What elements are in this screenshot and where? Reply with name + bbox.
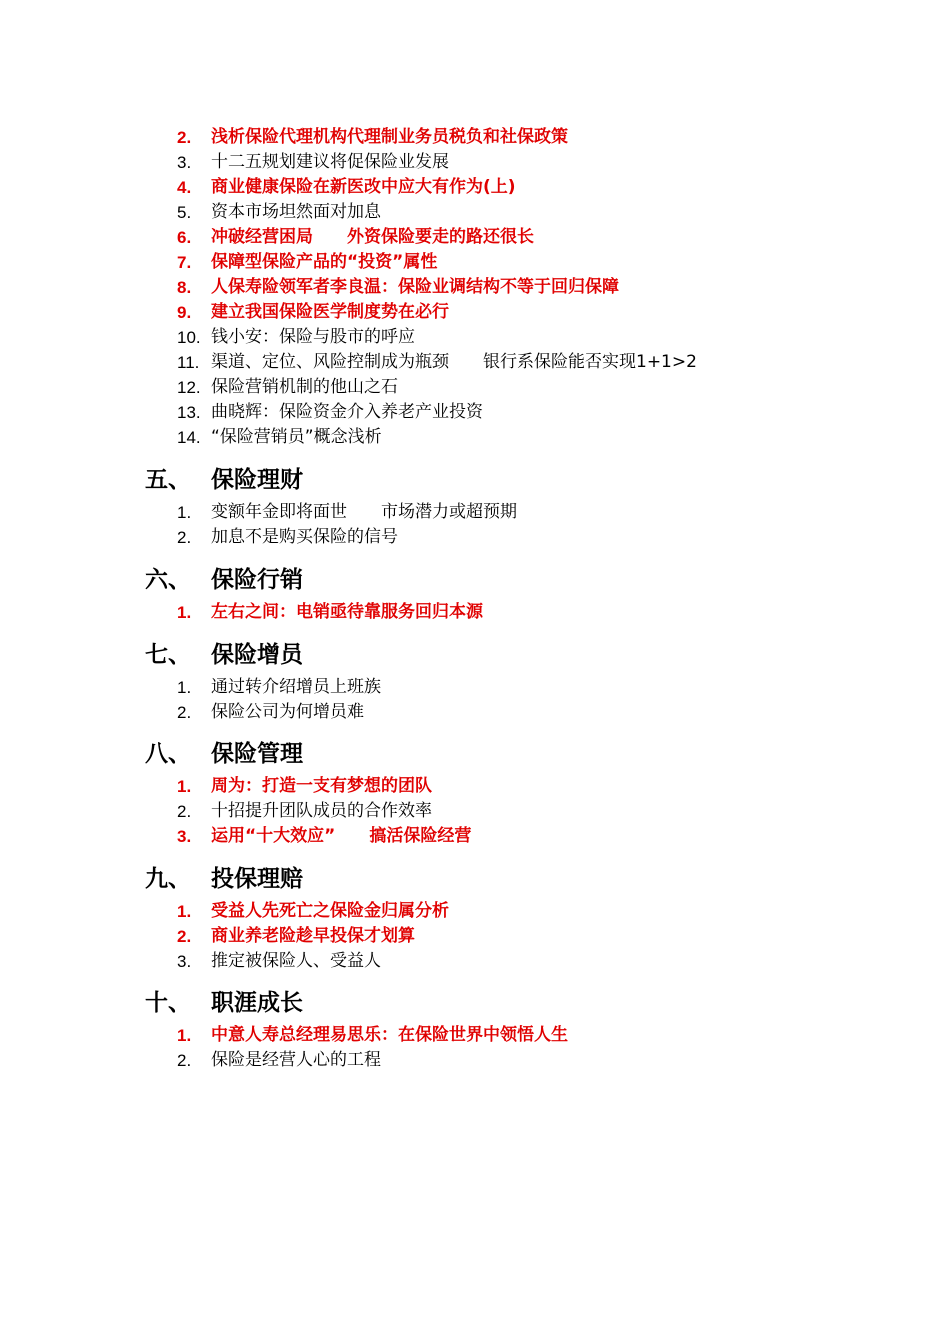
item-title: 人保寿险领军者李良温：保险业调结构不等于回归保障 [211, 277, 619, 297]
item-title: 十招提升团队成员的合作效率 [211, 801, 432, 821]
item-title: 资本市场坦然面对加息 [211, 202, 381, 222]
section-title: 保险行销 [211, 567, 303, 593]
item-number: 3. [177, 827, 192, 846]
item-number: 9. [177, 303, 192, 322]
item-number: 2. [177, 802, 192, 821]
section-title: 保险理财 [211, 467, 303, 493]
item-number: 2. [177, 927, 192, 946]
section-title: 保险管理 [211, 741, 303, 767]
item-title: 保障型保险产品的“投资”属性 [211, 252, 438, 272]
item-number: 2. [177, 528, 192, 547]
section-block [0, 859, 950, 974]
list-item [0, 949, 950, 974]
item-title: “保险营销员”概念浅析 [211, 427, 382, 447]
section-block [0, 460, 950, 550]
section-title: 职涯成长 [211, 990, 303, 1016]
section-heading [0, 983, 950, 1023]
list-item [0, 700, 950, 725]
item-number: 14. [177, 428, 201, 447]
list-item [0, 400, 950, 425]
list-item [0, 899, 950, 924]
item-title: 变额年金即将面世 市场潜力或超预期 [211, 502, 517, 522]
item-number: 7. [177, 253, 192, 272]
item-title: 运用“十大效应” 搞活保险经营 [211, 826, 472, 846]
section-block [0, 560, 950, 625]
list-item [0, 1023, 950, 1048]
section-title: 保险增员 [211, 642, 303, 668]
item-title: 通过转介绍增员上班族 [211, 677, 381, 697]
section-block [0, 983, 950, 1073]
list-item [0, 175, 950, 200]
item-title: 冲破经营困局 外资保险要走的路还很长 [211, 227, 534, 247]
section-heading [0, 460, 950, 500]
list-item [0, 799, 950, 824]
item-title: 保险是经营人心的工程 [211, 1050, 381, 1070]
item-title: 推定被保险人、受益人 [211, 951, 381, 971]
item-number: 1. [177, 777, 192, 796]
item-title: 渠道、定位、风险控制成为瓶颈 银行系保险能否实现1+1>2 [211, 352, 697, 372]
section-number: 六、 [145, 567, 191, 593]
item-number: 1. [177, 902, 192, 921]
list-item [0, 1048, 950, 1073]
item-title: 商业养老险趁早投保才划算 [211, 926, 415, 946]
list-item [0, 250, 950, 275]
section-number: 十、 [145, 990, 191, 1016]
item-number: 4. [177, 178, 192, 197]
list-item [0, 325, 950, 350]
item-title: 受益人先死亡之保险金归属分析 [211, 901, 449, 921]
list-item [0, 300, 950, 325]
list-item [0, 150, 950, 175]
list-item [0, 924, 950, 949]
item-number: 2. [177, 703, 192, 722]
item-title: 保险营销机制的他山之石 [211, 377, 398, 397]
item-number: 6. [177, 228, 192, 247]
section-number: 五、 [145, 467, 191, 493]
section-heading [0, 859, 950, 899]
item-title: 十二五规划建议将促保险业发展 [211, 152, 449, 172]
item-title: 左右之间：电销亟待靠服务回归本源 [211, 602, 483, 622]
item-number: 12. [177, 378, 201, 397]
item-title: 保险公司为何增员难 [211, 702, 364, 722]
section-block [0, 635, 950, 725]
item-title: 浅析保险代理机构代理制业务员税负和社保政策 [211, 127, 568, 147]
item-title: 钱小安：保险与股市的呼应 [211, 327, 415, 347]
item-number: 2. [177, 128, 192, 147]
section-heading [0, 635, 950, 675]
item-number: 5. [177, 203, 192, 222]
section-heading [0, 560, 950, 600]
list-item [0, 200, 950, 225]
section-number: 七、 [145, 642, 191, 668]
item-number: 10. [177, 328, 201, 347]
item-number: 1. [177, 503, 192, 522]
section-number: 八、 [145, 741, 191, 767]
section-title: 投保理赔 [211, 866, 303, 892]
list-item [0, 525, 950, 550]
item-number: 1. [177, 603, 192, 622]
list-item [0, 675, 950, 700]
item-title: 周为：打造一支有梦想的团队 [211, 776, 432, 796]
item-number: 1. [177, 1026, 192, 1045]
item-number: 1. [177, 678, 192, 697]
item-number: 11. [177, 353, 200, 372]
continued-list [0, 125, 950, 450]
item-title: 商业健康保险在新医改中应大有作为(上) [211, 177, 516, 197]
list-item [0, 125, 950, 150]
list-item [0, 375, 950, 400]
list-item [0, 275, 950, 300]
section-heading [0, 734, 950, 774]
item-number: 2. [177, 1051, 192, 1070]
list-item [0, 225, 950, 250]
item-number: 3. [177, 153, 192, 172]
item-title: 曲晓辉：保险资金介入养老产业投资 [211, 402, 483, 422]
item-title: 中意人寿总经理易思乐：在保险世界中领悟人生 [211, 1025, 568, 1045]
section-number: 九、 [145, 866, 191, 892]
list-item [0, 350, 950, 375]
item-number: 3. [177, 952, 192, 971]
list-item [0, 774, 950, 799]
item-title: 建立我国保险医学制度势在必行 [211, 302, 449, 322]
list-item [0, 600, 950, 625]
list-item [0, 425, 950, 450]
item-number: 13. [177, 403, 201, 422]
item-number: 8. [177, 278, 192, 297]
list-item [0, 824, 950, 849]
item-title: 加息不是购买保险的信号 [211, 527, 398, 547]
section-block [0, 734, 950, 849]
list-item [0, 500, 950, 525]
